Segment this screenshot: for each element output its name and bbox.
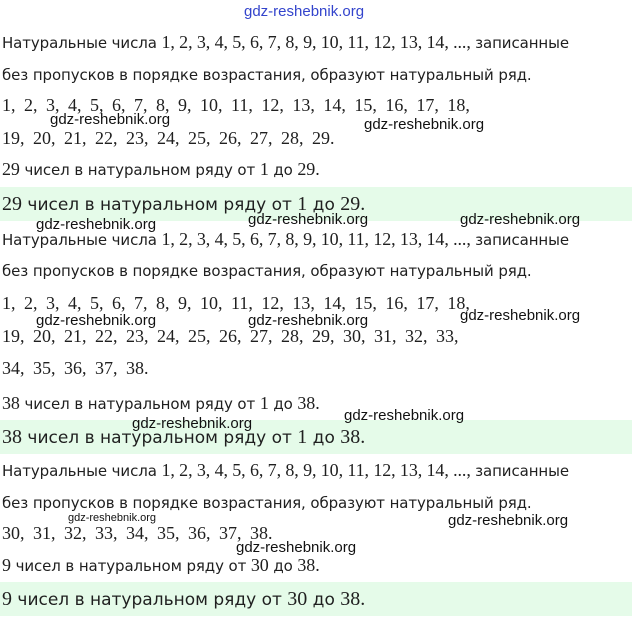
- result-count: 38: [2, 393, 20, 413]
- result-text: чисел в натуральном ряду от: [10, 557, 251, 575]
- result-to-word: до: [268, 557, 298, 575]
- result-line: [2, 555, 320, 576]
- answer-count: 29: [2, 193, 22, 215]
- watermark: gdz-reshebnik.org: [460, 211, 581, 228]
- intro-prefix: Натуральные числа: [2, 462, 162, 480]
- answer-to-word: до: [307, 590, 341, 610]
- result-from: 30: [250, 555, 269, 575]
- answer-text: чисел в натуральном ряду от: [12, 590, 288, 610]
- sequence-line: 1, 2, 3, 4, 5, 6, 7, 8, 9, 10, 11, 12, 13, 14, 15, 16, 17, 18,: [2, 95, 470, 115]
- sequence-line: 19, 20, 21, 22, 23, 24, 25, 26, 27, 28, 29, 30, 31, 32, 33,: [2, 326, 459, 346]
- result-to-word: до: [268, 161, 298, 179]
- result-count: 29: [2, 159, 20, 179]
- watermark: gdz-reshebnik.org: [132, 415, 253, 432]
- result-from: 1: [259, 393, 269, 413]
- sequence-line: 19, 20, 21, 22, 23, 24, 25, 26, 27, 28, 29.: [2, 128, 335, 148]
- sequence-line: 1, 2, 3, 4, 5, 6, 7, 8, 9, 10, 11, 12, 13, 14, 15, 16, 17, 18,: [2, 293, 470, 313]
- answer-count: 9: [2, 588, 12, 610]
- answer-period: .: [360, 193, 366, 215]
- intro-line-1: [2, 32, 569, 53]
- intro-suffix: записанные: [475, 231, 569, 249]
- watermark: gdz-reshebnik.org: [36, 216, 157, 233]
- watermark: gdz-reshebnik.org: [68, 512, 157, 524]
- intro-prefix: Натуральные числа: [2, 231, 162, 249]
- result-period: .: [315, 555, 320, 575]
- intro-numbers: 1, 2, 3, 4, 5, 6, 7, 8, 9, 10, 11, 12, 13, 14, ...,: [161, 229, 476, 249]
- intro-numbers: 1, 2, 3, 4, 5, 6, 7, 8, 9, 10, 11, 12, 13, 14, ...,: [161, 460, 476, 480]
- header-watermark: gdz-reshebnik.org: [244, 3, 365, 20]
- answer-count: 38: [2, 426, 22, 448]
- watermark: gdz-reshebnik.org: [364, 116, 485, 133]
- intro-prefix: Натуральные числа: [2, 34, 162, 52]
- result-count: 9: [2, 555, 11, 575]
- result-line: [2, 159, 320, 180]
- result-from: 1: [259, 159, 269, 179]
- answer-to-word: до: [307, 428, 341, 448]
- result-to: 38: [297, 555, 316, 575]
- result-to: 38: [297, 393, 316, 413]
- watermark: gdz-reshebnik.org: [50, 111, 171, 128]
- answer-period: .: [360, 588, 366, 610]
- result-text: чисел в натуральном ряду от: [19, 161, 260, 179]
- watermark: gdz-reshebnik.org: [248, 211, 369, 228]
- result-to-word: до: [268, 395, 298, 413]
- sequence-line: 30, 31, 32, 33, 34, 35, 36, 37, 38.: [2, 523, 273, 543]
- sequence-line: 34, 35, 36, 37, 38.: [2, 358, 149, 378]
- answer-period: .: [360, 426, 366, 448]
- result-period: .: [315, 159, 320, 179]
- intro-numbers: 1, 2, 3, 4, 5, 6, 7, 8, 9, 10, 11, 12, 13, 14, ...,: [161, 32, 476, 52]
- watermark: gdz-reshebnik.org: [344, 407, 465, 424]
- answer-to-word: до: [307, 195, 341, 215]
- intro-line-1: [2, 460, 569, 481]
- watermark: gdz-reshebnik.org: [36, 312, 157, 329]
- result-line: [2, 393, 320, 414]
- intro-suffix: записанные: [475, 34, 569, 52]
- watermark: gdz-reshebnik.org: [448, 512, 569, 529]
- answer-to: 38: [340, 588, 361, 610]
- result-to: 29: [297, 159, 316, 179]
- answer-from: 1: [297, 193, 308, 215]
- watermark: gdz-reshebnik.org: [248, 312, 369, 329]
- watermark: gdz-reshebnik.org: [236, 539, 357, 556]
- answer-text: чисел в натуральном ряду от: [22, 428, 298, 448]
- watermark: gdz-reshebnik.org: [460, 307, 581, 324]
- intro-suffix: записанные: [475, 462, 569, 480]
- result-period: .: [315, 393, 320, 413]
- answer-from: 30: [287, 588, 308, 610]
- answer-to: 38: [340, 426, 361, 448]
- answer-line: [2, 588, 365, 611]
- answer-to: 29: [340, 193, 361, 215]
- intro-line-2: без пропусков в порядке возрастания, образуют натуральный ряд.: [2, 262, 532, 280]
- answer-text: чисел в натуральном ряду от: [22, 195, 298, 215]
- answer-from: 1: [297, 426, 308, 448]
- result-text: чисел в натуральном ряду от: [19, 395, 260, 413]
- intro-line-2: без пропусков в порядке возрастания, образуют натуральный ряд.: [2, 66, 532, 84]
- intro-line-2: без пропусков в порядке возрастания, образуют натуральный ряд.: [2, 494, 532, 512]
